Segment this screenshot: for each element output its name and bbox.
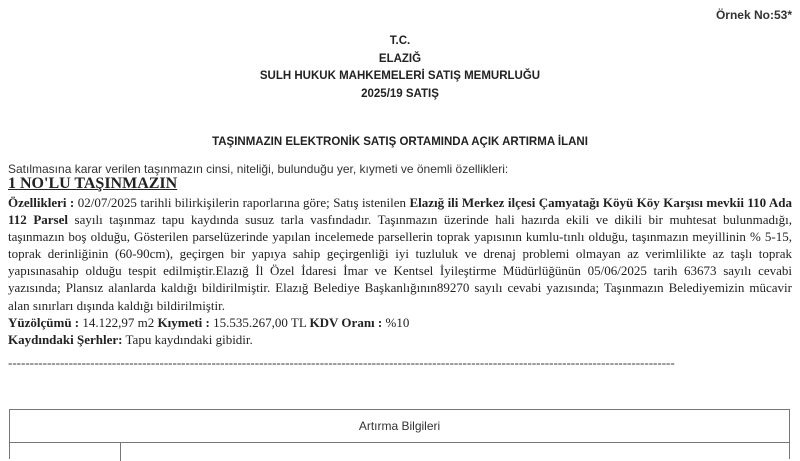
sample-number: Örnek No:53*: [715, 8, 792, 22]
conditions-value: Tapu kaydındaki gibidir.: [122, 331, 253, 347]
features-text-2: sayılı taşınmaz tapu kaydında susuz tarla vasfındadır. Taşınmazın üzerinde hali hazırda ekili ve dikili bir muhtesat bulunmadığı, taşınmazın boş olduğu, Gösterilen parselüzerinde yapılan incelemede parsellerin toprak yapısının kumlu-tınlı olduğu, taşınmazın meyillinin % 5-15, toprak derinliğinin (60-90cm), geçirgen bir yapıya sahip geçirgenliği iyi tuzluluk ve drenaj problemi olmayan az verimlilikte az taşlı toprak yapısınasahip olduğu tespit edilmiştir.Elazığ İl Özel İdaresi İmar ve Kentsel İyileştirme Müdürlüğünün 05/06/2025 tarih 63673 sayılı cevabi yazısında; Plansız alanlarda kaldığı bildirilmiştir. Elazığ Belediye Başkanlığının89270 sayılı cevabi yazısında; Taşınmazın Belediyemizin mücavir alan sınırları dışında kaldığı bildirilmiştir.: [8, 212, 793, 313]
value-label: Kıymeti :: [157, 314, 210, 330]
area-value-line: [8, 314, 792, 331]
features-text-1: 02/07/2025 tarihli bilirkişilerin raporlarına göre; Satış istenilen: [74, 195, 410, 210]
conditions-label: Kaydındaki Şerhler:: [8, 331, 123, 347]
auction-info-row: [10, 443, 789, 461]
announcement-title: TAŞINMAZIN ELEKTRONİK SATIŞ ORTAMINDA AÇIK ARTIRMA İLANI: [212, 136, 588, 148]
dashed-divider: ----------------------------------------------------------------------------------------------------------------------------------------------------------: [8, 355, 675, 370]
features-label: Özellikleri :: [8, 195, 75, 210]
header-office: SULH HUKUK MAHKEMELERİ SATIŞ MEMURLUĞU: [259, 70, 541, 82]
conditions-line: [8, 331, 792, 348]
document-header: [0, 33, 800, 103]
header-case-number: 2025/19 SATIŞ: [361, 87, 439, 100]
parcel-location: Elazığ ili Merkez ilçesi Çamyatağı Köyü Köy Karşısı mevkii 110 Ada 112 Parsel: [8, 195, 793, 228]
auction-info-caption: Artırma Bilgileri: [10, 410, 789, 443]
area-label: Yüzölçümü :: [8, 314, 80, 330]
area-value: 14.122,97 m2: [79, 314, 158, 330]
value-amount: 15.535.267,00 TL: [209, 314, 310, 330]
features-paragraph: [8, 194, 792, 314]
lot-details: [8, 194, 792, 348]
intro-text: Satılmasına karar verilen taşınmazın cinsi, niteliği, bulunduğu yer, kıymeti ve önemli özellikleri:: [8, 162, 509, 176]
vat-label: KDV Oranı :: [309, 314, 383, 330]
vat-value: %10: [382, 314, 410, 330]
header-city: ELAZIĞ: [378, 52, 422, 65]
cell-divider: [120, 443, 121, 461]
lot-title: 1 NO'LU TAŞINMAZIN: [8, 175, 178, 192]
auction-info-table: [9, 409, 790, 459]
header-tc: T.C.: [389, 35, 411, 47]
